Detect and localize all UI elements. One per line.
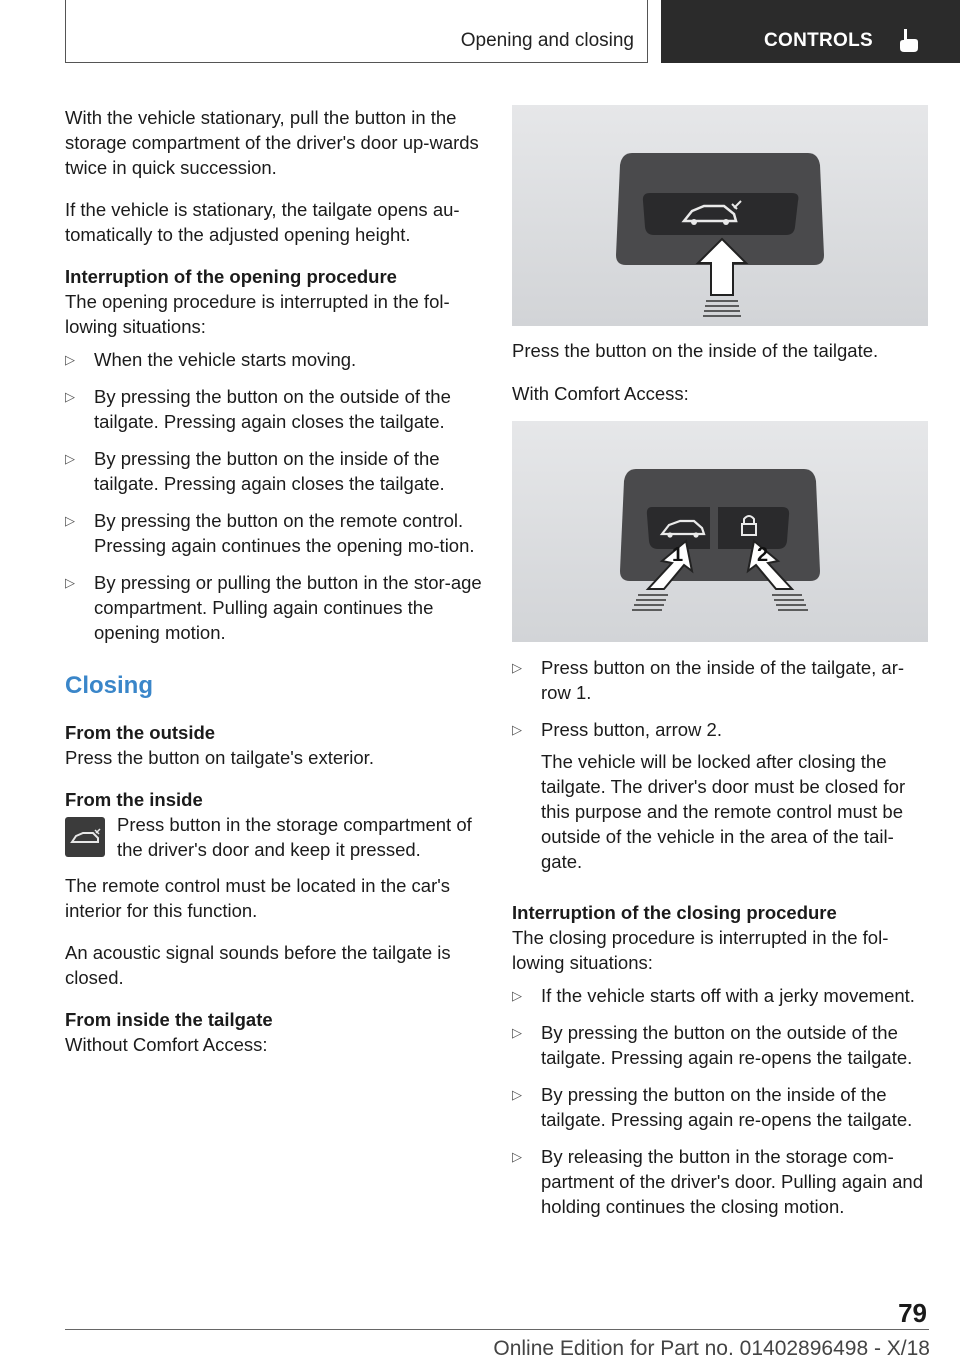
paragraph: Press the button on tailgate's exterior. — [65, 747, 374, 768]
triangle-bullet-icon: ▷ — [65, 352, 75, 367]
triangle-bullet-icon: ▷ — [512, 1025, 522, 1040]
left-column — [65, 105, 485, 1074]
paragraph: If the vehicle is stationary, the tailgate opens au-tomatically to the adjusted opening height. — [65, 199, 460, 245]
paragraph: With the vehicle stationary, pull the button in the storage compartment of the driver's door up-wards twice in quick succession. — [65, 107, 479, 178]
list-item: ▷ By pressing or pulling the button in the stor-age compartment. Pulling again continues the opening motion. — [65, 572, 482, 643]
chapter-label: CONTROLS — [764, 30, 874, 51]
icon-paragraph — [65, 812, 485, 862]
arrow-label-1: 1 — [672, 544, 684, 566]
comfort-access-list — [512, 655, 932, 874]
right-column-top — [512, 338, 932, 423]
right-column-bottom — [512, 655, 932, 1236]
heading-from-inside: From the inside — [65, 789, 203, 810]
list-item: ▷ By pressing the button on the outside of the tailgate. Pressing again closes the tailgate. — [65, 386, 451, 432]
closing-interrupt-list — [512, 983, 932, 1219]
heading-from-outside: From the outside — [65, 722, 216, 743]
triangle-bullet-icon: ▷ — [512, 1087, 522, 1102]
hand-pointer-icon — [897, 27, 919, 53]
list-item: ▷ Press button, arrow 2. The vehicle will be locked after closing the tailgate. The driver's door must be closed for this purpose and the remote control must be outside of the vehicle in the area of the tail-gate. — [512, 719, 906, 872]
section-title: Opening and closing — [460, 30, 634, 51]
list-item: ▷ By pressing the button on the remote control. Pressing again continues the opening mo-tion. — [65, 510, 475, 556]
list-item: ▷ If the vehicle starts off with a jerky movement. — [512, 985, 915, 1006]
list-item: ▷ Press button on the inside of the tailgate, ar-row 1. — [512, 657, 905, 703]
figure-caption: Press the button on the inside of the tailgate. — [512, 340, 879, 361]
arrow-label-2: 2 — [757, 544, 769, 566]
figure-comfort-access-buttons — [512, 421, 928, 642]
triangle-bullet-icon: ▷ — [65, 389, 75, 404]
list-item: ▷ By pressing the button on the outside of the tailgate. Pressing again re-opens the tailgate. — [512, 1022, 913, 1068]
page-number: 79 — [898, 1298, 927, 1328]
chapter-tab — [661, 0, 960, 63]
triangle-bullet-icon: ▷ — [65, 451, 75, 466]
figure-tailgate-button — [512, 105, 928, 326]
triangle-bullet-icon: ▷ — [512, 660, 522, 675]
paragraph: An acoustic signal sounds before the tailgate is closed. — [65, 942, 451, 988]
opening-interrupt-list — [65, 347, 485, 645]
triangle-bullet-icon: ▷ — [512, 1149, 522, 1164]
triangle-bullet-icon: ▷ — [512, 722, 522, 737]
list-item: ▷ By releasing the button in the storage com-partment of the driver's door. Pulling again and holding continues the closing motion. — [512, 1146, 923, 1217]
triangle-bullet-icon: ▷ — [512, 988, 522, 1003]
paragraph: Press button in the storage compartment of the driver's door and keep it pressed. — [117, 814, 472, 860]
tailgate-button-icon — [65, 817, 105, 857]
heading-from-inside-tailgate: From inside the tailgate — [65, 1009, 273, 1030]
paragraph: Without Comfort Access: — [65, 1034, 268, 1055]
paragraph: The opening procedure is interrupted in the fol-lowing situations: — [65, 291, 450, 337]
heading-closing: Closing — [65, 672, 153, 699]
heading-interrupt-opening: Interruption of the opening procedure — [65, 266, 397, 287]
footer-edition: Online Edition for Part no. 01402896498 - X/18 — [493, 1337, 930, 1360]
list-item: ▷ When the vehicle starts moving. — [65, 349, 357, 370]
footer-divider — [65, 1329, 929, 1330]
list-item: ▷ By pressing the button on the inside of the tailgate. Pressing again closes the tailgate. — [65, 448, 445, 494]
triangle-bullet-icon: ▷ — [65, 575, 75, 590]
heading-interrupt-closing: Interruption of the closing procedure — [512, 902, 837, 923]
paragraph: The closing procedure is interrupted in the fol-lowing situations: — [512, 927, 889, 973]
list-item: ▷ By pressing the button on the inside of the tailgate. Pressing again re-opens the tailgate. — [512, 1084, 913, 1130]
paragraph: The remote control must be located in the car's interior for this function. — [65, 875, 451, 921]
paragraph: With Comfort Access: — [512, 383, 689, 404]
triangle-bullet-icon: ▷ — [65, 513, 75, 528]
